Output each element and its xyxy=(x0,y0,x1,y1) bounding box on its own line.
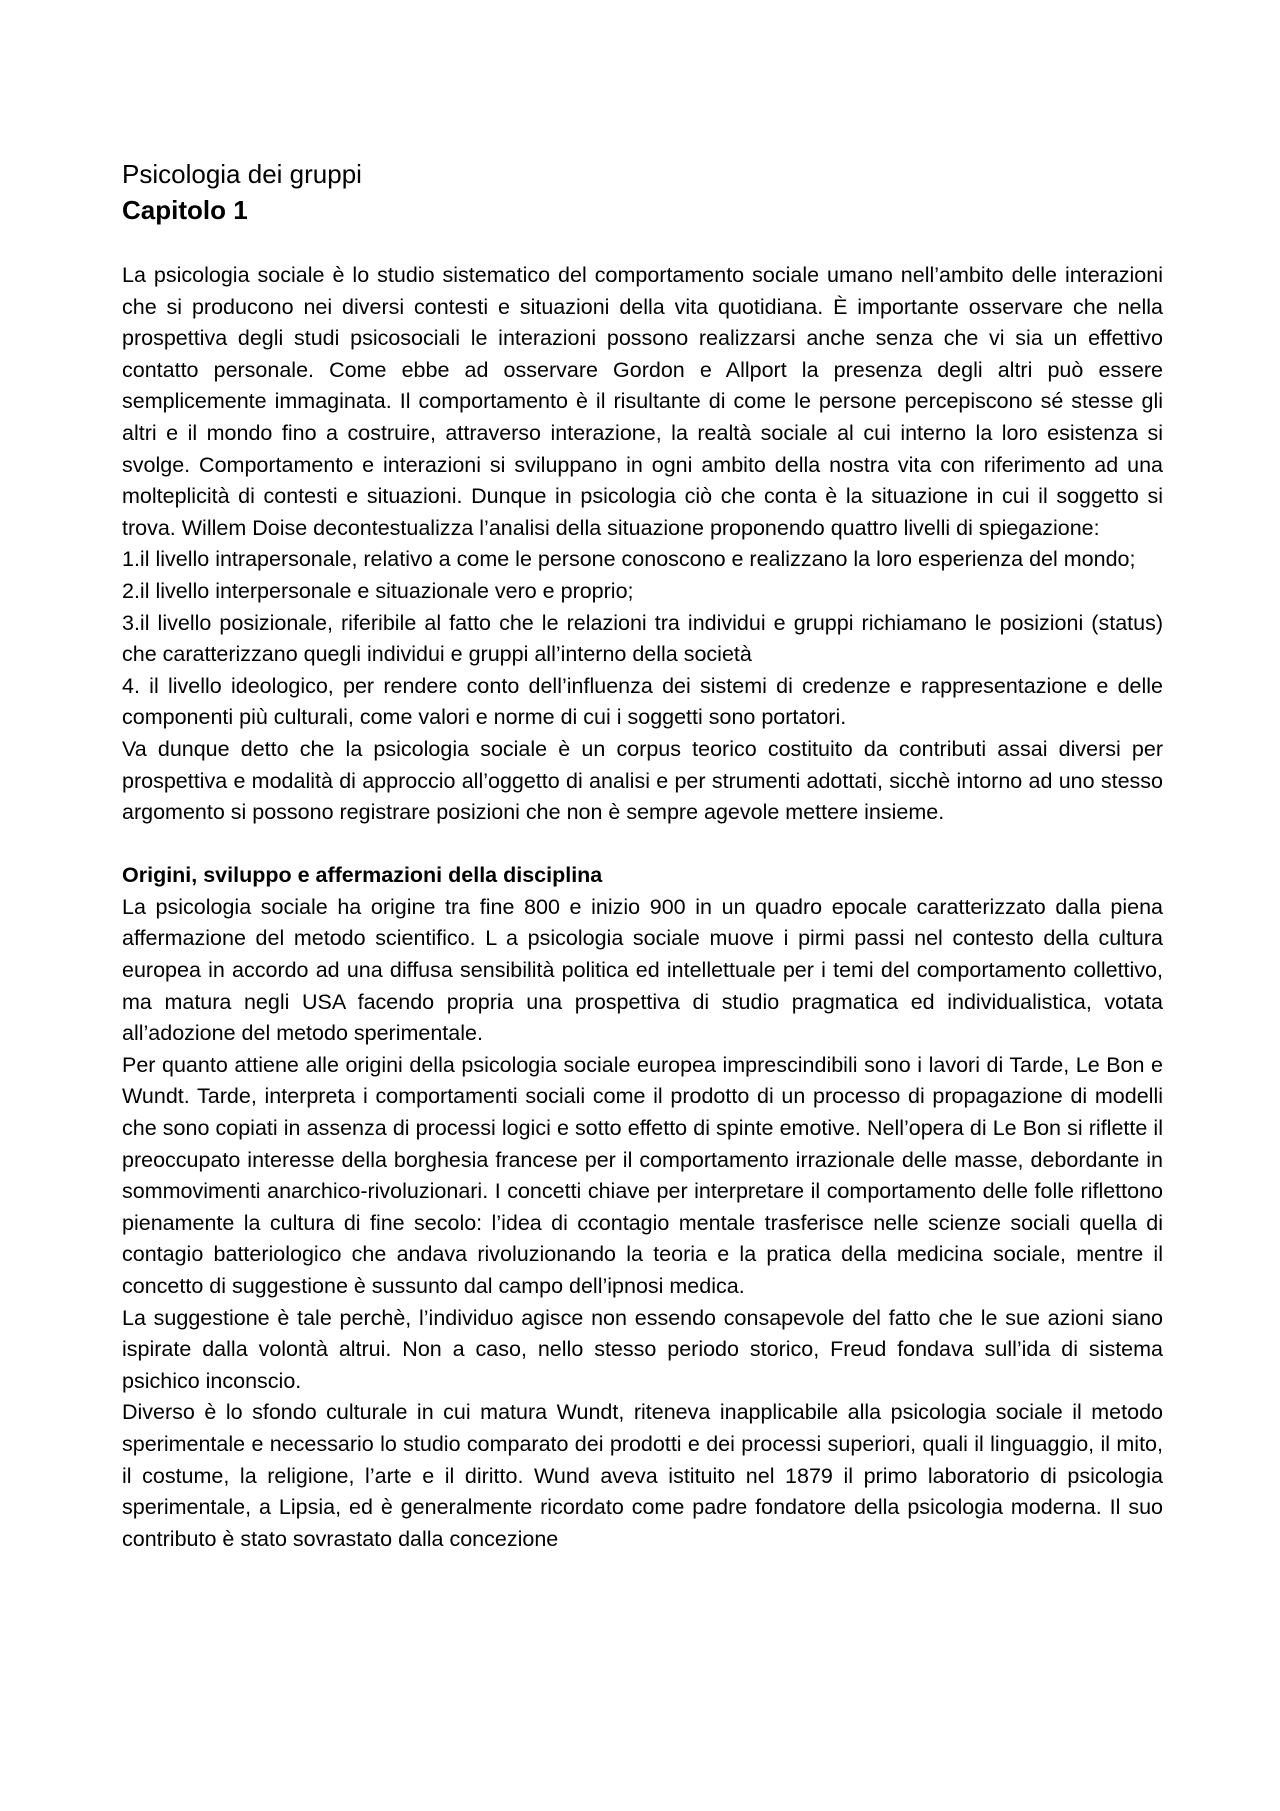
level-item-3: 3.il livello posizionale, riferibile al fatto che le relazioni tra individui e gruppi richiamano le posizioni (status) che caratterizzano quegli individui e gruppi all’interno della società xyxy=(122,610,1163,667)
document-page xyxy=(122,156,1163,1555)
closing-paragraph: Va dunque detto che la psicologia sociale è un corpus teorico costituito da contributi assai diversi per prospettiva e modalità di approccio all’oggetto di analisi e per strumenti adottati, sicchè intorno ad uno stesso argomento si possono registrare posizioni che non è sempre agevole mettere insieme. xyxy=(122,736,1163,825)
document-title: Psicologia dei gruppi xyxy=(122,159,362,189)
section-heading: Origini, sviluppo e affermazioni della disciplina xyxy=(122,863,603,888)
intro-paragraph: La psicologia sociale è lo studio sistematico del comportamento sociale umano nell’ambito delle interazioni che si producono nei diversi contesti e situazioni della vita quotidiana. È importante osservare che nella prospettiva degli studi psicosociali le interazioni possono realizzarsi anche senza che vi sia un effettivo contatto personale. Come ebbe ad osservare Gordon e Allport la presenza degli altri può essere semplicemente immaginata. Il comportamento è il risultante di come le persone percepiscono sé stesse gli altri e il mondo fino a costruire, attraverso interazione, la realtà sociale al cui interno la loro esistenza si svolge. Comportamento e interazioni si sviluppano in ogni ambito della nostra vita con riferimento ad una molteplicità di contesti e situazioni. Dunque in psicologia ciò che conta è la situazione in cui il soggetto si trova. Willem Doise decontestualizza l’analisi della situazione proponendo quattro livelli di spiegazione: xyxy=(122,263,1163,540)
section-paragraph-2: Per quanto attiene alle origini della psicologia sociale europea imprescindibili sono i lavori di Tarde, Le Bon e Wundt. Tarde, interpreta i comportamenti sociali come il prodotto di un processo di propagazione di modelli che sono copiati in assenza di processi logici e sotto effetto di spinte emotive. Nell’opera di Le Bon si riflette il preoccupato interesse della borghesia francese per il comportamento irrazionale delle masse, debordante in sommovimenti anarchico-rivoluzionari. I concetti chiave per interpretare il comportamento delle folle riflettono pienamente la cultura di fine secolo: l’idea di ccontagio mentale trasferisce nelle scienze sociali quella di contagio batteriologico che andava rivoluzionando la teoria e la pratica della medicina sociale, mentre il concetto di suggestione è sussunto dal campo dell’ipnosi medica. xyxy=(122,1052,1163,1298)
section-paragraph-3: La suggestione è tale perchè, l’individuo agisce non essendo consapevole del fatto che le sue azioni siano ispirate dalla volontà altrui. Non a caso, nello stesso periodo storico, Freud fondava sull’ida di sistema psichico inconscio. xyxy=(122,1305,1163,1393)
spacer xyxy=(122,829,1163,861)
level-item-2: 2.il livello interpersonale e situazionale vero e proprio; xyxy=(122,578,634,603)
spacer xyxy=(122,228,1163,260)
level-item-4: 4. il livello ideologico, per rendere conto dell’influenza dei sistemi di credenze e rappresentazione e delle componenti più culturali, come valori e norme di cui i soggetti sono portatori. xyxy=(122,673,1163,730)
section-paragraph-4: Diverso è lo sfondo culturale in cui matura Wundt, riteneva inapplicabile alla psicologia sociale il metodo sperimentale e necessario lo studio comparato dei prodotti e dei processi superiori, quali il linguaggio, il mito, il costume, la religione, l’arte e il diritto. Wund aveva istituito nel 1879 il primo laboratorio di psicologia sperimentale, a Lipsia, ed è generalmente ricordato come padre fondatore della psicologia moderna. Il suo contributo è stato sovrastato dalla concezione xyxy=(122,1400,1163,1551)
chapter-heading: Capitolo 1 xyxy=(122,195,248,225)
level-item-1: 1.il livello intrapersonale, relativo a come le persone conoscono e realizzano la loro esperienza del mondo; xyxy=(122,547,1136,572)
section-paragraph-1: La psicologia sociale ha origine tra fine 800 e inizio 900 in un quadro epocale caratterizzato dalla piena affermazione del metodo scientifico. L a psicologia sociale muove i pirmi passi nel contesto della cultura europea in accordo ad una diffusa sensibilità politica ed intellettuale per i temi del comportamento collettivo, ma matura negli USA facendo propria una prospettiva di studio pragmatica ed individualistica, votata all’adozione del metodo sperimentale. xyxy=(122,894,1163,1046)
